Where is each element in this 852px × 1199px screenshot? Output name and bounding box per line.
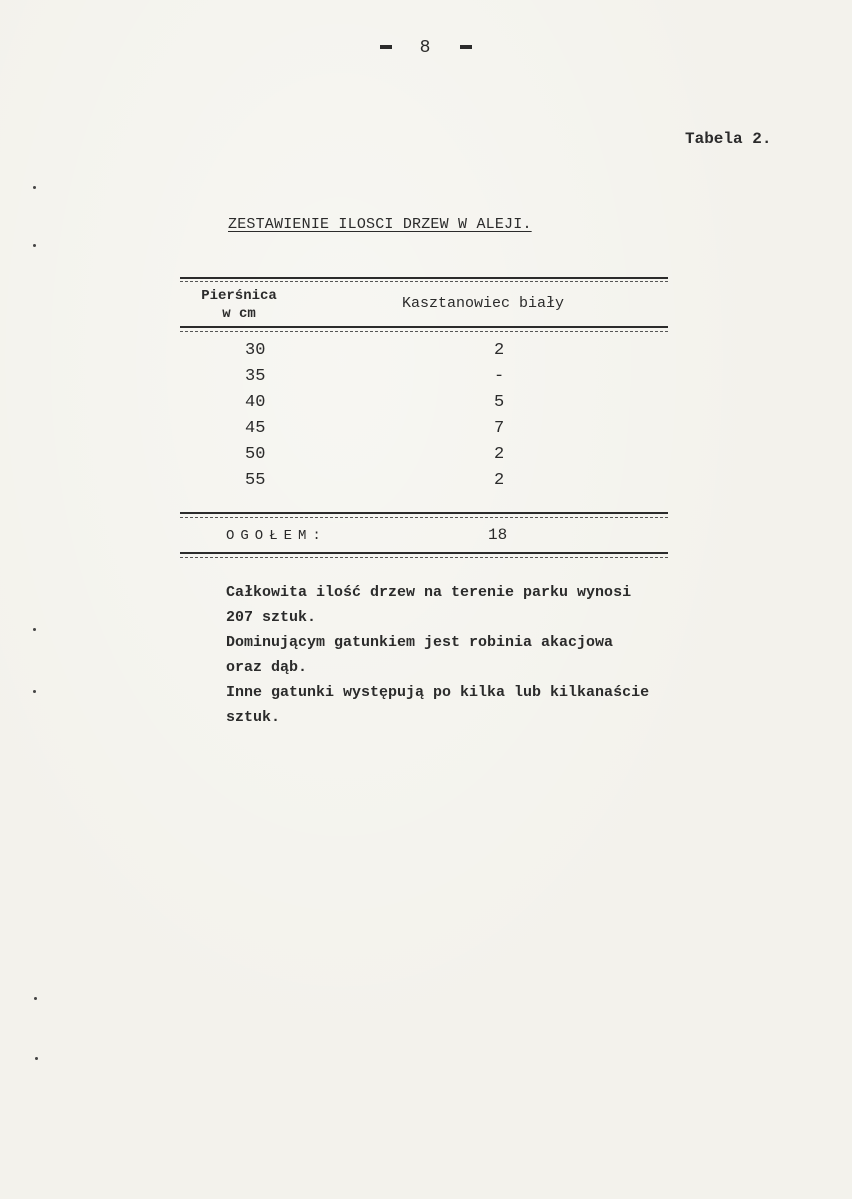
count-cell: 7 (494, 419, 505, 438)
table-row (0, 367, 852, 393)
margin-speck (33, 628, 36, 631)
table-rule-top (180, 277, 668, 279)
table-label: Tabela 2. (685, 130, 772, 148)
page-number-text: 8 (419, 38, 433, 58)
margin-speck (33, 690, 36, 693)
column-header-diameter-line2: w cm (222, 306, 256, 322)
margin-speck (33, 186, 36, 189)
diameter-cell: 40 (245, 393, 266, 412)
count-cell: 2 (494, 445, 505, 464)
table-row (0, 393, 852, 419)
count-cell: - (494, 367, 505, 386)
margin-speck (34, 997, 37, 1000)
table-row (0, 341, 852, 367)
diameter-cell: 45 (245, 419, 266, 438)
notes-line: Całkowita ilość drzew na terenie parku wynosi (226, 584, 632, 601)
count-cell: 2 (494, 341, 505, 360)
count-cell: 2 (494, 471, 505, 490)
dash-right (460, 45, 472, 49)
column-header-species: Kasztanowiec biały (402, 295, 565, 312)
dash-left (380, 45, 392, 49)
diameter-cell: 55 (245, 471, 266, 490)
table-rule-total-dashed (180, 517, 668, 518)
table-rule-total (180, 512, 668, 514)
notes-line: sztuk. (226, 709, 281, 726)
diameter-cell: 30 (245, 341, 266, 360)
notes-line: Dominującym gatunkiem jest robinia akacjowa (226, 634, 614, 651)
table-row (0, 471, 852, 497)
total-label: OGOŁEM: (226, 528, 327, 544)
table-row (0, 419, 852, 445)
notes-paragraph (226, 580, 726, 730)
column-header-diameter (196, 287, 282, 323)
table-rule-header-dashed (180, 331, 668, 332)
table-body (0, 341, 852, 497)
notes-line: oraz dąb. (226, 659, 308, 676)
notes-line: 207 sztuk. (226, 609, 317, 626)
total-value: 18 (488, 526, 508, 544)
table-rule-header (180, 326, 668, 328)
table-row (0, 445, 852, 471)
diameter-cell: 35 (245, 367, 266, 386)
table-rule-bottom-dashed (180, 557, 668, 558)
table-title: ZESTAWIENIE ILOSCI DRZEW W ALEJI. (228, 216, 532, 233)
table-rule-bottom (180, 552, 668, 554)
count-cell: 5 (494, 393, 505, 412)
notes-line: Inne gatunki występują po kilka lub kilkanaście (226, 684, 650, 701)
margin-speck (33, 244, 36, 247)
column-header-diameter-line1: Pierśnica (201, 288, 277, 304)
table-rule-top-dashed (180, 281, 668, 282)
page-number (0, 38, 852, 58)
margin-speck (35, 1057, 38, 1060)
diameter-cell: 50 (245, 445, 266, 464)
